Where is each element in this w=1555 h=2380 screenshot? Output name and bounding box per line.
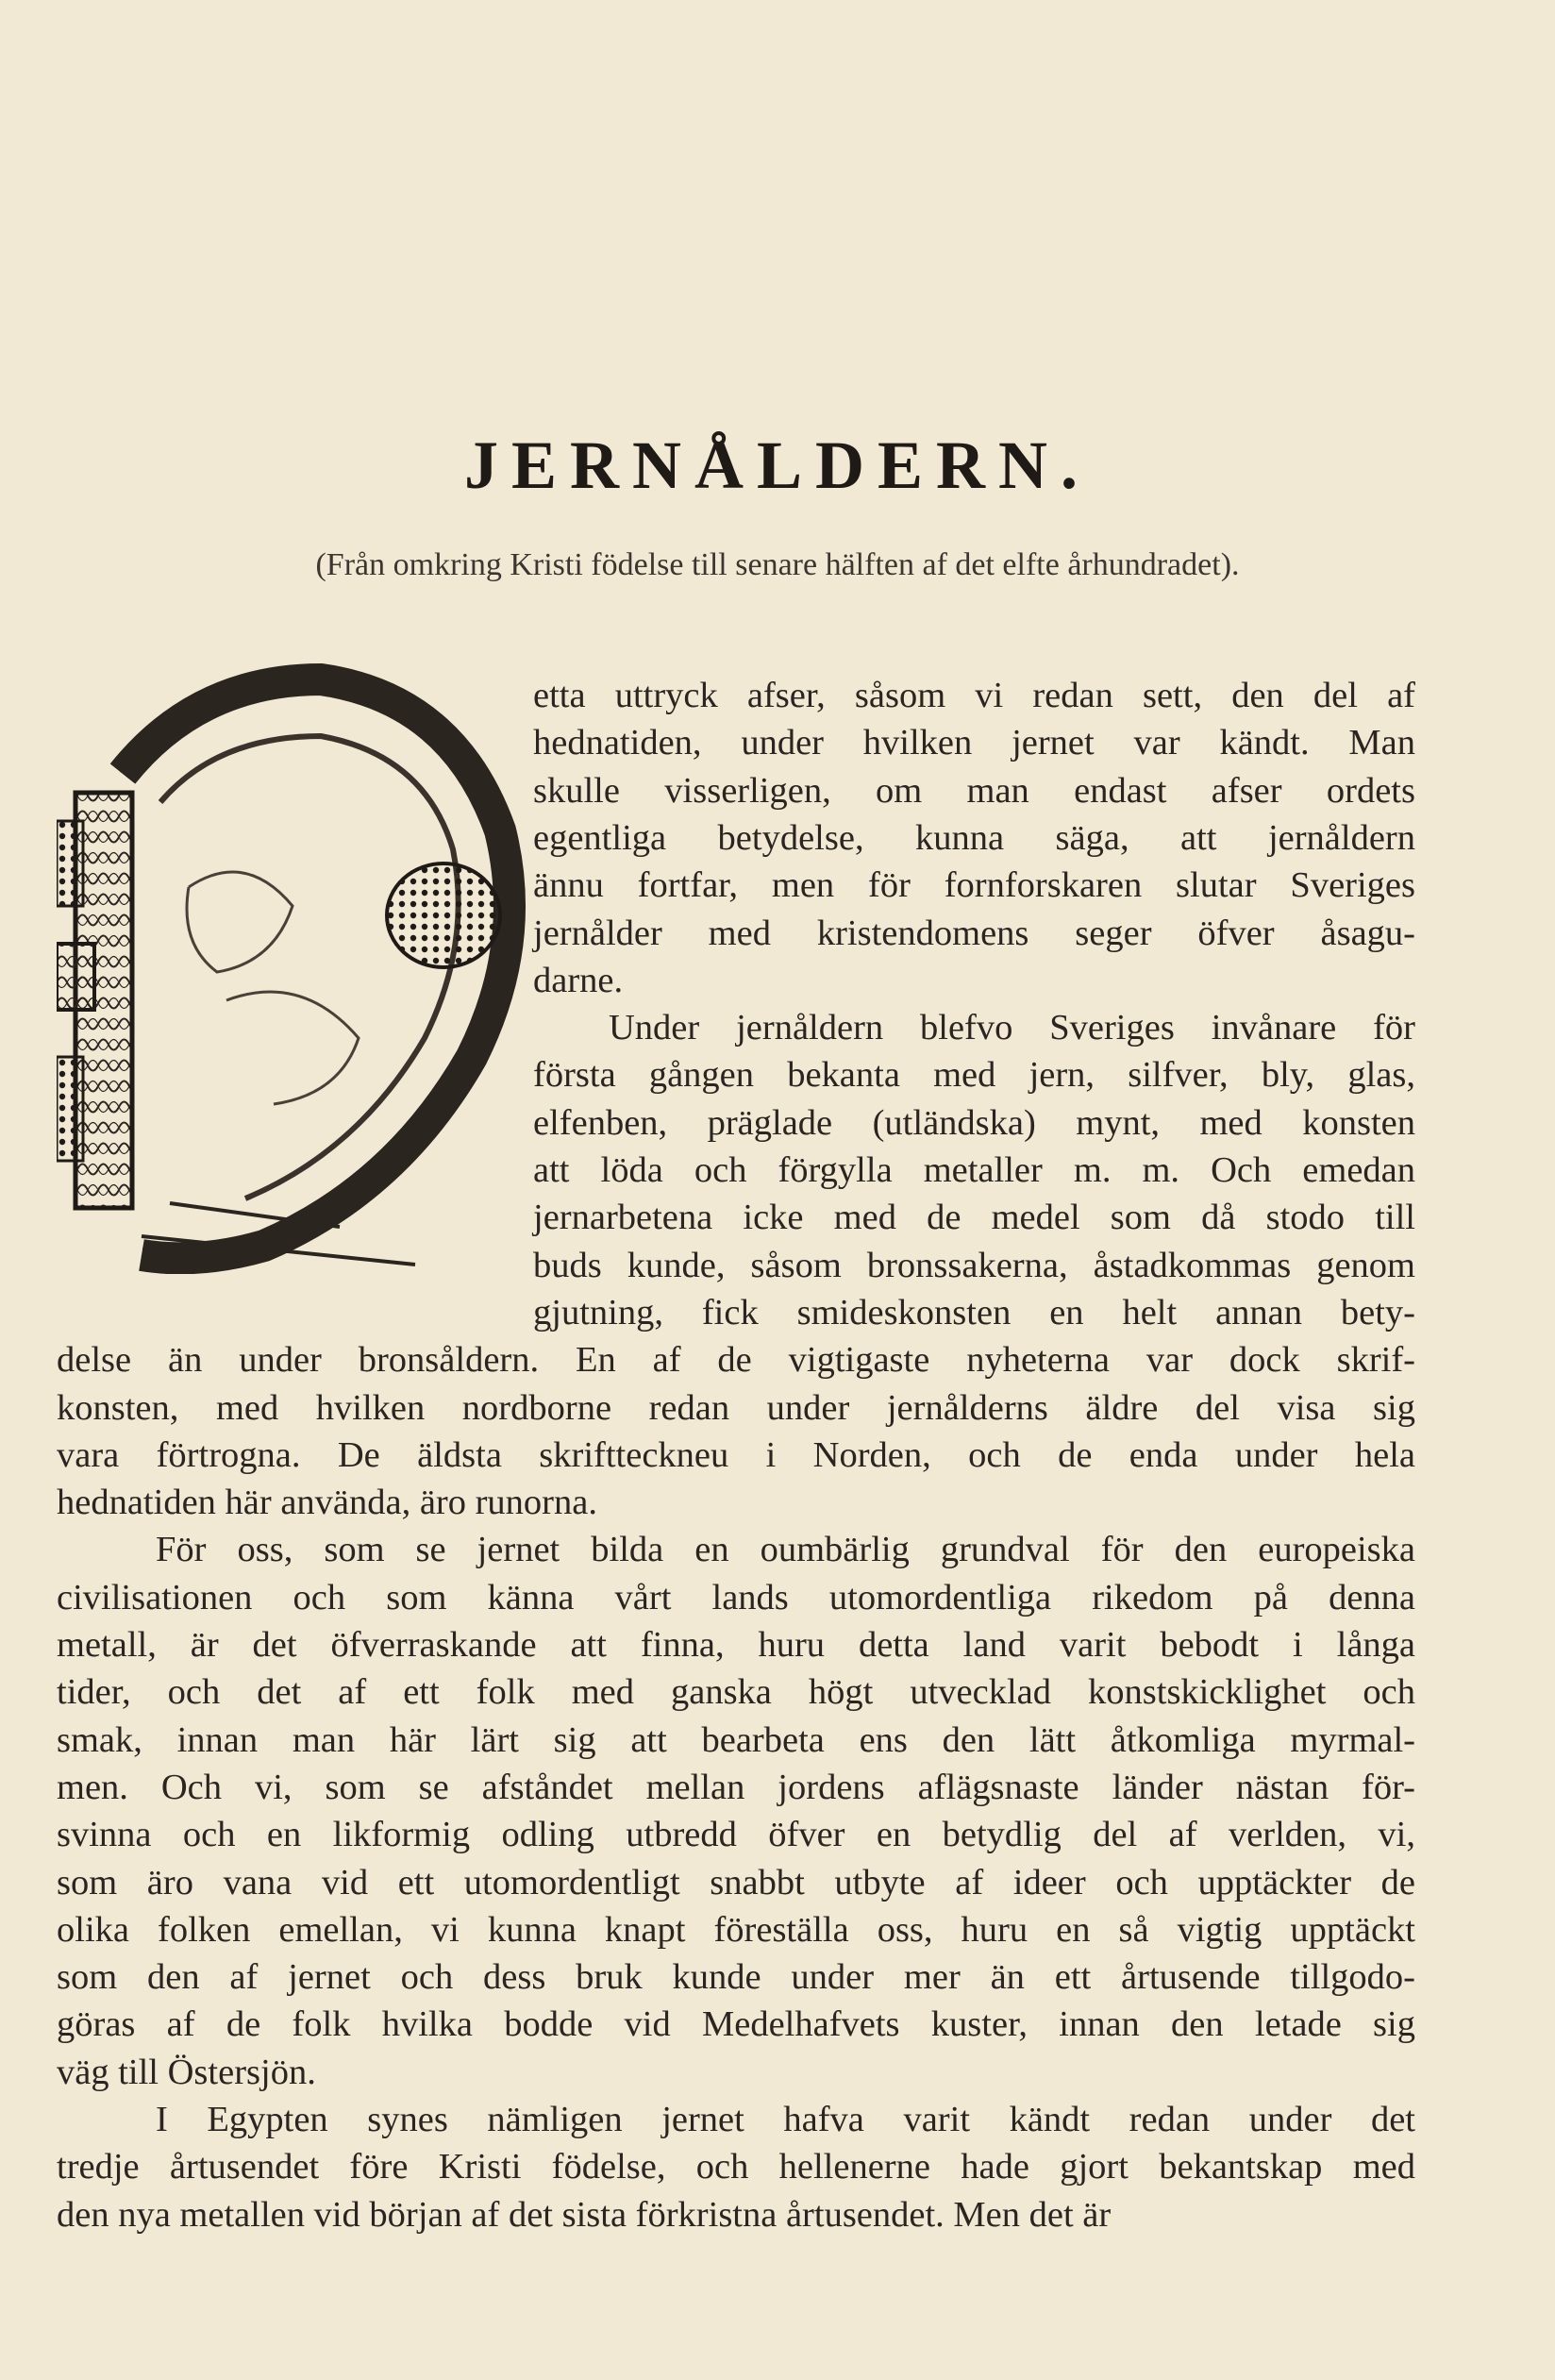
text-line: som den af jernet och dess bruk kunde under mer än ett årtusende tillgodo- bbox=[57, 1957, 1415, 1998]
text-line: elfenben, präglade (utländska) mynt, med konsten bbox=[533, 1102, 1415, 1143]
text-line: första gången bekanta med jern, silfver, bly, glas, bbox=[533, 1055, 1415, 1096]
text-line: hednatiden, under hvilken jernet var kändt. Man bbox=[533, 723, 1415, 763]
text-line: etta uttryck afser, såsom vi redan sett, den del af bbox=[533, 676, 1415, 715]
text-line: darne. bbox=[533, 960, 624, 1000]
text-line: väg till Östersjön. bbox=[57, 2052, 316, 2092]
ornamental-initial-d bbox=[57, 661, 528, 1274]
text-line: metall, är det öfverraskande att finna, huru detta land varit bebodt i långa bbox=[57, 1625, 1415, 1665]
text-line: konsten, med hvilken nordborne redan under jernålderns äldre del visa sig bbox=[57, 1387, 1415, 1428]
text-line: jernarbetena icke med de medel som då stodo till bbox=[533, 1198, 1415, 1238]
text-line: tider, och det af ett folk med ganska högt utvecklad konstskicklighet och bbox=[57, 1672, 1415, 1713]
text-line: olika folken emellan, vi kunna knapt föreställa oss, huru en så vigtig upptäckt bbox=[57, 1909, 1415, 1950]
text-line: hednatiden här använda, äro runorna. bbox=[57, 1483, 597, 1523]
text-line: vara förtrogna. De äldsta skriftteckneu i Norden, och de enda under hela bbox=[57, 1434, 1415, 1475]
text-line: jernålder med kristendomens seger öfver åsagu- bbox=[533, 913, 1415, 953]
text-line: göras af de folk hvilka bodde vid Medelhafvets kuster, innan den letade sig bbox=[57, 2004, 1415, 2045]
text-line: I Egypten synes nämligen jernet hafva varit kändt redan under det bbox=[156, 2100, 1415, 2139]
text-line: svinna och en likformig odling utbredd öfver en betydlig del af verlden, vi, bbox=[57, 1815, 1415, 1855]
text-line: egentliga betydelse, kunna säga, att jernåldern bbox=[533, 817, 1415, 858]
text-line: gjutning, fick smideskonsten en helt annan bety- bbox=[533, 1292, 1415, 1332]
text-line: som äro vana vid ett utomordentligt snabbt utbyte af ideer och upptäckter de bbox=[57, 1862, 1415, 1902]
chapter-subtitle: (Från omkring Kristi födelse till senare hälften af det elfte århundradet). bbox=[315, 547, 1240, 582]
text-line: skulle visserligen, om man endast afser ordets bbox=[533, 770, 1415, 811]
text-line: delse än under bronsåldern. En af de vigtigaste nyheterna var dock skrif- bbox=[57, 1340, 1415, 1381]
text-line: ännu fortfar, men för fornforskaren slutar Sveriges bbox=[533, 865, 1415, 906]
text-line: Under jernåldern blefvo Sveriges invånare för bbox=[609, 1008, 1415, 1048]
text-line: smak, innan man här lärt sig att bearbeta ens den lätt åtkomliga myrmal- bbox=[57, 1719, 1415, 1760]
chapter-title: JERNÅLDERN. bbox=[463, 427, 1092, 503]
text-line: tredje årtusendet före Kristi födelse, och hellenerne hade gjort bekantskap med bbox=[57, 2147, 1415, 2187]
text-line: den nya metallen vid början af det sista förkristna årtusendet. Men det är bbox=[57, 2194, 1112, 2235]
text-line: För oss, som se jernet bilda en oumbärlig grundval för den europeiska bbox=[156, 1530, 1415, 1570]
text-line: men. Och vi, som se afståndet mellan jordens aflägsnaste länder nästan för- bbox=[57, 1767, 1415, 1807]
text-line: civilisationen och som känna vårt lands utomordentliga rikedom på denna bbox=[57, 1577, 1415, 1617]
text-line: att löda och förgylla metaller m. m. Och emedan bbox=[533, 1150, 1415, 1190]
text-line: buds kunde, såsom bronssakerna, åstadkommas genom bbox=[533, 1245, 1415, 1285]
